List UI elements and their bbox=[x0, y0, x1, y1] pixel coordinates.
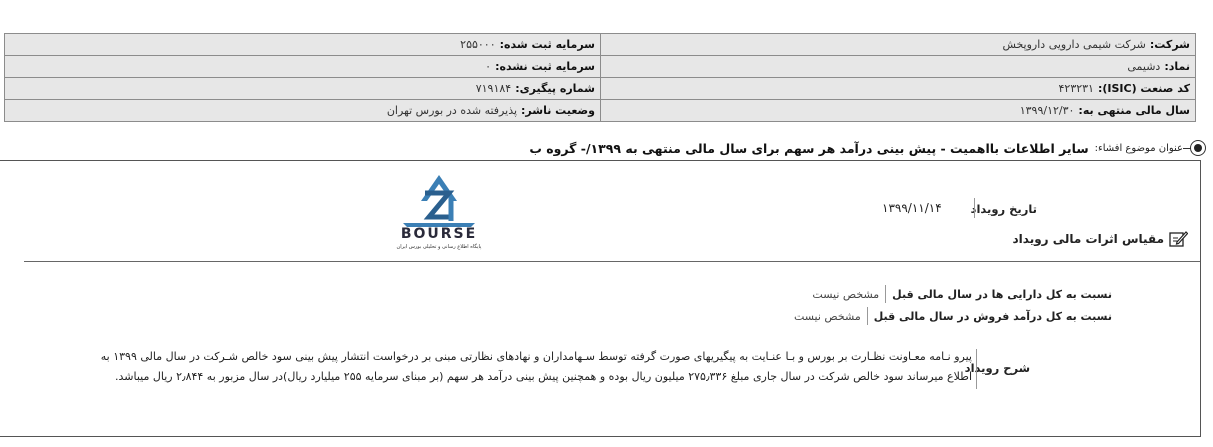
info-row bbox=[5, 100, 1196, 122]
event-date-label: تاریخ رویداد bbox=[970, 202, 1037, 216]
info-row bbox=[5, 34, 1196, 56]
ratio-row-assets: نسبت به کل دارایی ها در سال مالی قبل مشخص نیست bbox=[812, 284, 1112, 304]
disclosure-title-label: عنوان موضوع افشاء: bbox=[1094, 142, 1183, 154]
info-row bbox=[5, 56, 1196, 78]
bourse-logo-mark-icon bbox=[391, 171, 487, 227]
symbol-cell: نماد:دشیمی bbox=[601, 56, 1196, 78]
unregistered-capital-cell: سرمایه ثبت نشده:۰ bbox=[5, 56, 601, 78]
fiscal-year-cell: سال مالی منتهی به:۱۳۹۹/۱۲/۳۰ bbox=[601, 100, 1196, 122]
divider bbox=[867, 307, 868, 325]
tracking-number-cell: شماره پیگیری:۷۱۹۱۸۴ bbox=[5, 78, 601, 100]
divider bbox=[885, 285, 886, 303]
financial-impact-heading bbox=[1013, 230, 1188, 248]
divider bbox=[24, 261, 1200, 262]
logo-wordmark: BOURSE bbox=[400, 226, 478, 242]
logo-subtitle: پایگاه اطلاع رسانی و تحلیلی بورس ایران bbox=[396, 244, 482, 250]
event-description: پیرو نـامه معـاونت نظـارت بر بورس و بـا عنـایت به پیگیریهای صورت گرفته توسط سـهامداران و نهادهای نظارتی مبنی بر درخواست انتشار پیش بینی سود خالص شـرکت در سال مالی ۱۳۹۹ به اطلاع میرساند سود خالص شرکت در سال جاری مبلغ ۲۷۵٫۳۳۶ میلیون ریال بوده و همچنین پیش بینی درآمد هر سهم (بر مبنای سرمایه ۲۵۵ میلیارد ریال)در سال مزبور به ۲٫۸۴۴ ریال میباشد. bbox=[100, 350, 972, 383]
bourse-logo bbox=[391, 171, 487, 249]
disclosure-title: سایر اطلاعات بااهمیت - پیش بینی درآمد هر سهم برای سال مالی منتهی به ۱۳۹۹/- گروه ب bbox=[529, 140, 1089, 156]
industry-code-cell: کد صنعت (ISIC):۴۲۳۲۳۱ bbox=[601, 78, 1196, 100]
ratio-row-sales: نسبت به کل درآمد فروش در سال مالی قبل مشخص نیست bbox=[794, 306, 1112, 326]
event-panel bbox=[0, 160, 1201, 437]
company-name-cell: شرکت:شرکت شیمی دارویی داروپخش bbox=[601, 34, 1196, 56]
company-info-table bbox=[4, 33, 1196, 122]
event-description-label: شرح رویداد bbox=[964, 361, 1030, 375]
registered-capital-cell: سرمایه ثبت شده:۲۵۵۰۰۰ bbox=[5, 34, 601, 56]
info-row bbox=[5, 78, 1196, 100]
radio-bullet-icon bbox=[1189, 139, 1207, 157]
disclosure-title-row bbox=[529, 138, 1207, 158]
divider bbox=[976, 349, 977, 389]
publisher-status-cell: وضعیت ناشر:پذیرفته شده در بورس تهران bbox=[5, 100, 601, 122]
divider bbox=[974, 198, 975, 218]
edit-note-icon bbox=[1168, 230, 1188, 248]
financial-impact-title: مقیاس اثرات مالی رویداد bbox=[1012, 232, 1164, 246]
event-date-value: ۱۳۹۹/۱۱/۱۴ bbox=[882, 201, 942, 215]
